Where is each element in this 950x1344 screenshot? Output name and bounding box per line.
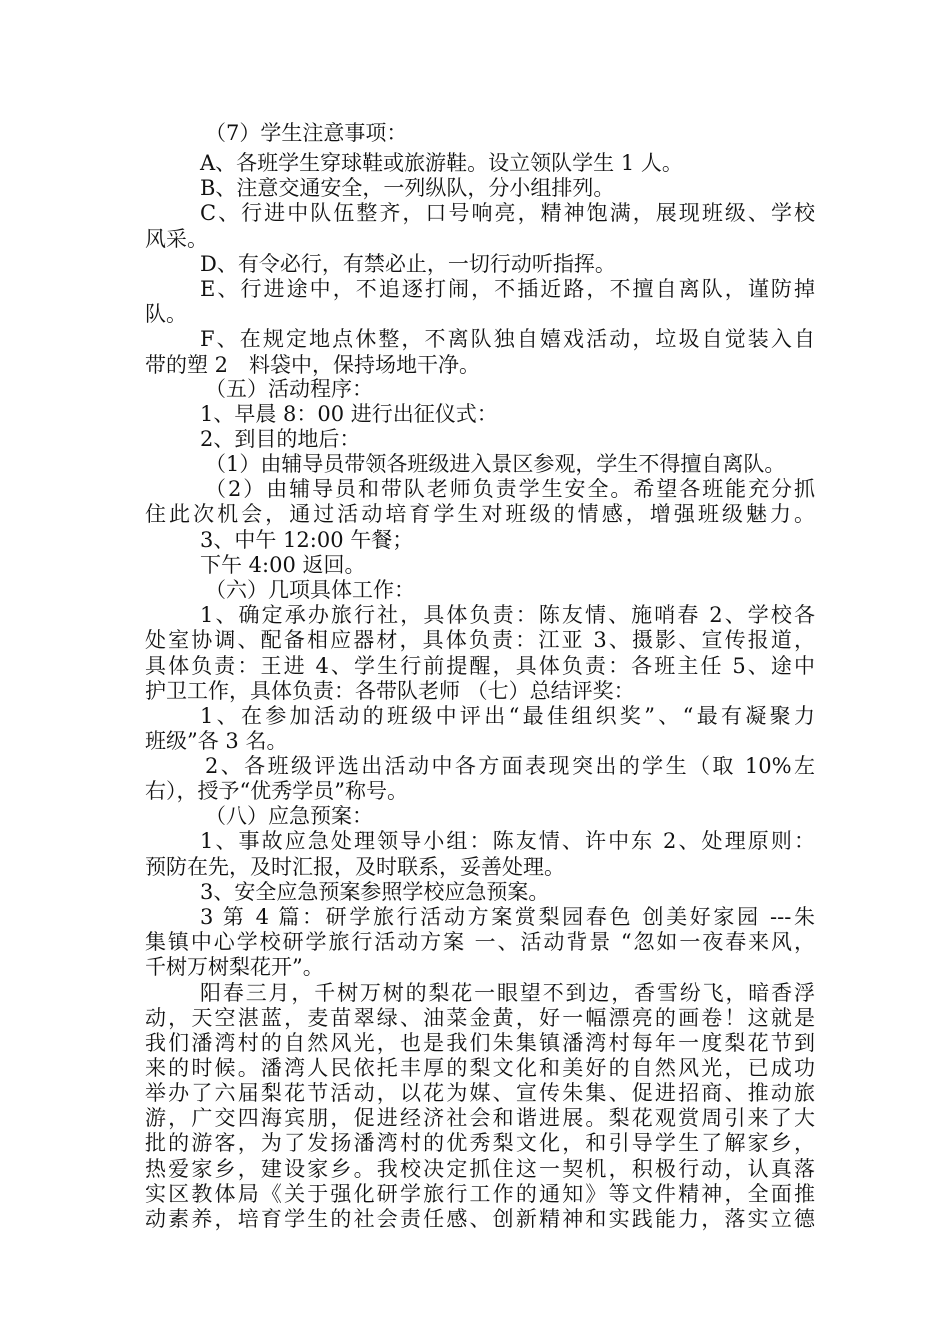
text-line: 我们潘湾村的自然风光，也是我们朱集镇潘湾村每年一度梨花节到 [145,1031,815,1055]
text-line: 带的塑 2 料袋中，保持场地干净。 [145,353,481,377]
text-line: 队。 [145,302,187,326]
text-line: 实区教体局《关于强化研学旅行工作的通知》等文件精神，全面推 [145,1182,815,1206]
text-line: 来的时候。潘湾人民依托丰厚的梨文化和美好的自然风光，已成功 [145,1056,815,1080]
text-line: 批的游客，为了发扬潘湾村的优秀梨文化，和引导学生了解家乡， [145,1131,815,1155]
text-line: E、行进途中，不追逐打闹，不插近路，不擅自离队，谨防掉 [200,277,815,301]
text-line: 住此次机会，通过活动培育学生对班级的情感，增强班级魅力。 [145,502,815,526]
text-line: 游，广交四海宾朋，促进经济社会和谐进展。梨花观赏周引来了大 [145,1106,815,1130]
text-line: 热爱家乡，建设家乡。我校决定抓住这一契机，积极行动，认真落 [145,1157,815,1181]
text-line: 班级”各 3 名。 [145,729,288,753]
text-line: 1、早晨 8：00 进行出征仪式： [200,402,498,426]
text-line: 2、各班级评选出活动中各方面表现突出的学生（取 10%左 [205,754,815,778]
text-line: 集镇中心学校研学旅行活动方案 一、活动背景 “忽如一夜春来风， [145,930,815,954]
heading-specific-work: （六）几项具体工作： [205,578,415,602]
text-line: 动，天空湛蓝，麦苗翠绿、油菜金黄，好一幅漂亮的画卷！这就是 [145,1006,815,1030]
text-line: 举办了六届梨花节活动，以花为媒、宣传朱集、促进招商、推动旅 [145,1081,815,1105]
text-line: 风采。 [145,227,208,251]
text-line: 处室协调、配备相应器材，具体负责：江亚 3、摄影、宣传报道， [145,628,815,652]
heading-emergency-plan: （八）应急预案： [205,804,373,828]
text-line: D、有令必行，有禁必止，一切行动听指挥。 [200,252,616,276]
text-line: 阳春三月，千树万树的梨花一眼望不到边，香雪纷飞，暗香浮 [200,981,815,1005]
text-line: 动素养，培育学生的社会责任感、创新精神和实践能力，落实立德 [145,1207,815,1231]
heading-student-notes: （7）学生注意事项： [205,121,408,145]
text-line: B、注意交通安全，一列纵队，分小组排列。 [200,176,615,200]
text-line: 下午 4:00 返回。 [200,553,366,577]
text-line: 1、确定承办旅行社，具体负责：陈友情、施哨春 2、学校各 [200,603,815,627]
text-line: F、在规定地点休整，不离队独自嬉戏活动，垃圾自觉装入自 [200,327,815,351]
heading-activity-program: （五）活动程序： [205,377,373,401]
text-line: 3、中午 12:00 午餐； [200,528,414,552]
text-line: A、各班学生穿球鞋或旅游鞋。设立领队学生 1 人。 [200,151,683,175]
text-line: 护卫工作，具体负责：各带队老师 （七）总结评奖： [145,679,635,703]
text-line: 右），授予“优秀学员”称号。 [145,779,408,803]
text-line: 1、事故应急处理领导小组：陈友情、许中东 2、处理原则： [200,829,815,853]
text-line: 预防在先，及时汇报，及时联系，妥善处理。 [145,855,565,879]
text-line: 千树万树梨花开”。 [145,955,324,979]
text-line: 2、到目的地后： [200,427,361,451]
article-title-line: 3 第 4 篇：研学旅行活动方案赏梨园春色 创美好家园 ---朱 [200,905,815,929]
text-line: （2）由辅导员和带队老师负责学生安全。希望各班能充分抓 [205,477,815,501]
text-line: 1、在参加活动的班级中评出“最佳组织奖”、“最有凝聚力 [200,704,815,728]
text-line: （1）由辅导员带领各班级进入景区参观，学生不得擅自离队。 [205,452,786,476]
text-line: 具体负责：王进 4、学生行前提醒，具体负责：各班主任 5、途中 [145,654,815,678]
text-line: 3、安全应急预案参照学校应急预案。 [200,880,550,904]
text-line: C、行进中队伍整齐，口号响亮，精神饱满，展现班级、学校 [200,201,815,225]
